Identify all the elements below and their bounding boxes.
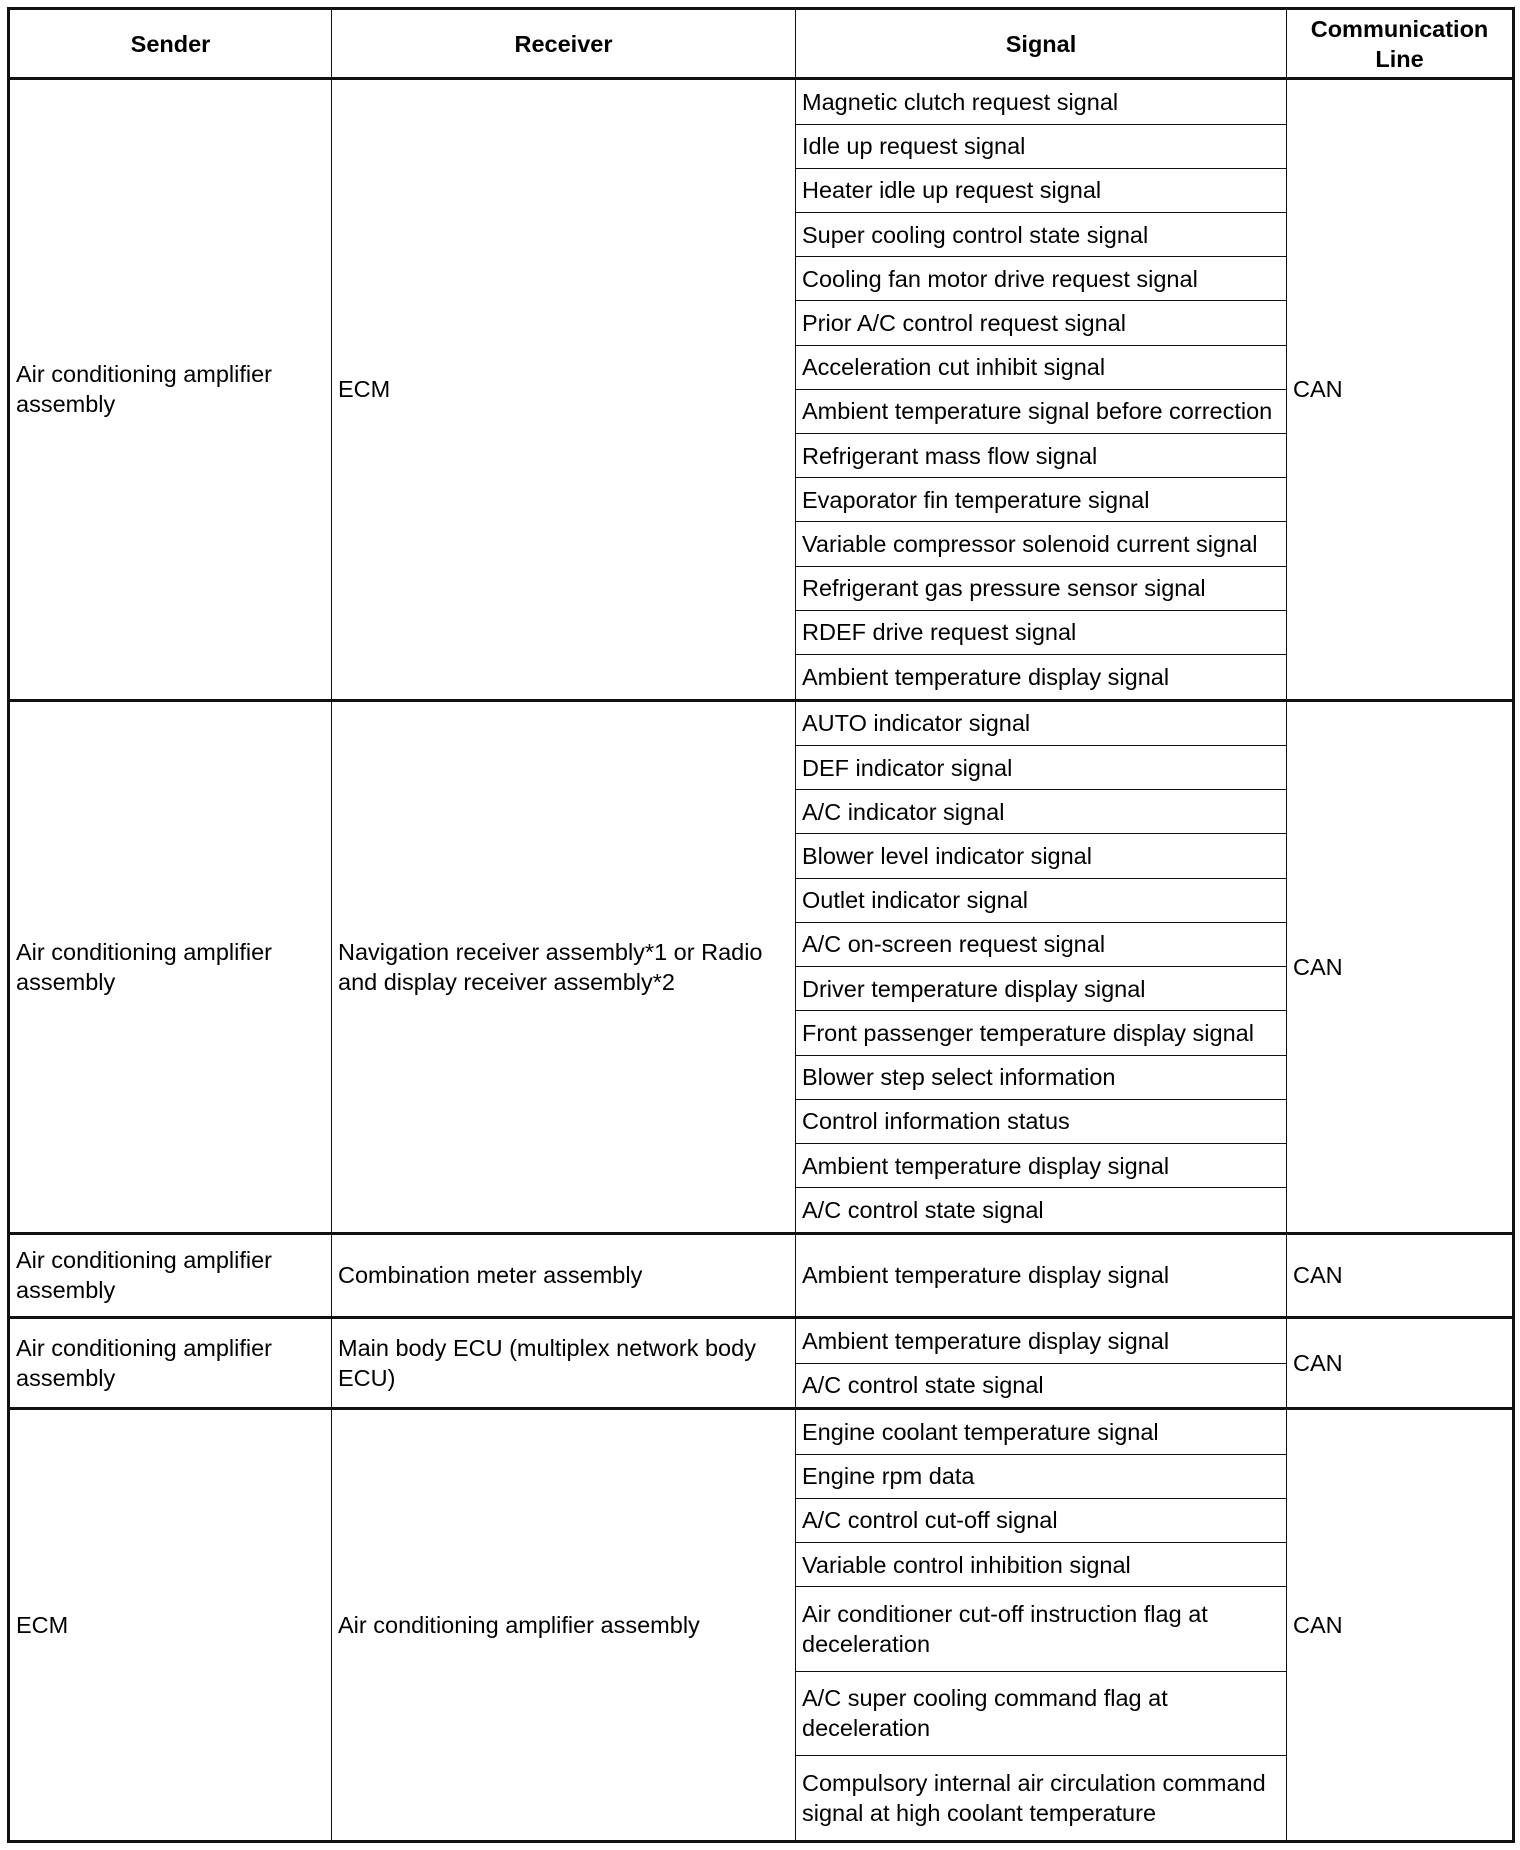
signal-cell: Ambient temperature signal before correction <box>796 389 1287 433</box>
signal-cell: Super cooling control state signal <box>796 212 1287 256</box>
sender-cell: Air conditioning amplifier assembly <box>9 1318 332 1409</box>
signal-cell: Evaporator fin temperature signal <box>796 478 1287 522</box>
signal-cell: Acceleration cut inhibit signal <box>796 345 1287 389</box>
receiver-cell: Air conditioning amplifier assembly <box>332 1409 796 1842</box>
sender-cell: Air conditioning amplifier assembly <box>9 700 332 1233</box>
signal-cell: A/C super cooling command flag at deceleration <box>796 1671 1287 1755</box>
communication-line-cell: CAN <box>1287 700 1514 1233</box>
signal-cell: Variable control inhibition signal <box>796 1543 1287 1587</box>
receiver-cell: Main body ECU (multiplex network body ECU) <box>332 1318 796 1409</box>
signal-cell: Front passenger temperature display signal <box>796 1011 1287 1055</box>
communication-line-cell: CAN <box>1287 1318 1514 1409</box>
sender-cell: Air conditioning amplifier assembly <box>9 79 332 701</box>
signal-cell: Heater idle up request signal <box>796 168 1287 212</box>
header-sender: Sender <box>9 9 332 79</box>
header-communication-line: Communication Line <box>1287 9 1514 79</box>
signal-cell: Ambient temperature display signal <box>796 1143 1287 1187</box>
communication-line-cell: CAN <box>1287 79 1514 701</box>
signal-cell: Compulsory internal air circulation command signal at high coolant temperature <box>796 1756 1287 1842</box>
signal-cell: Ambient temperature display signal <box>796 1318 1287 1364</box>
sender-cell: ECM <box>9 1409 332 1842</box>
signal-cell: A/C control state signal <box>796 1188 1287 1234</box>
signal-cell: A/C indicator signal <box>796 790 1287 834</box>
signal-cell: A/C control cut-off signal <box>796 1498 1287 1542</box>
communication-line-cell: CAN <box>1287 1233 1514 1317</box>
signal-cell: Idle up request signal <box>796 124 1287 168</box>
receiver-cell: ECM <box>332 79 796 701</box>
table-row <box>9 1233 1514 1317</box>
signal-cell: Ambient temperature display signal <box>796 1233 1287 1317</box>
signal-cell: A/C control state signal <box>796 1363 1287 1409</box>
signal-cell: AUTO indicator signal <box>796 700 1287 746</box>
signal-cell: Outlet indicator signal <box>796 878 1287 922</box>
header-row <box>9 9 1514 79</box>
receiver-cell: Navigation receiver assembly*1 or Radio and display receiver assembly*2 <box>332 700 796 1233</box>
header-signal: Signal <box>796 9 1287 79</box>
signal-cell: Engine rpm data <box>796 1454 1287 1498</box>
signal-cell: Engine coolant temperature signal <box>796 1409 1287 1455</box>
signal-cell: Ambient temperature display signal <box>796 654 1287 700</box>
signal-cell: Blower step select information <box>796 1055 1287 1099</box>
signal-cell: Control information status <box>796 1099 1287 1143</box>
sender-cell: Air conditioning amplifier assembly <box>9 1233 332 1317</box>
table-row <box>9 1318 1514 1364</box>
table-row <box>9 79 1514 125</box>
signal-cell: RDEF drive request signal <box>796 610 1287 654</box>
signal-cell: A/C on-screen request signal <box>796 922 1287 966</box>
signal-cell: Cooling fan motor drive request signal <box>796 257 1287 301</box>
table-row <box>9 1409 1514 1455</box>
signal-cell: Refrigerant mass flow signal <box>796 433 1287 477</box>
communication-line-cell: CAN <box>1287 1409 1514 1842</box>
signal-cell: Variable compressor solenoid current signal <box>796 522 1287 566</box>
signal-cell: Magnetic clutch request signal <box>796 79 1287 125</box>
table-row <box>9 700 1514 746</box>
signal-cell: Air conditioner cut-off instruction flag at deceleration <box>796 1587 1287 1671</box>
signal-table <box>7 7 1515 1843</box>
signal-cell: DEF indicator signal <box>796 746 1287 790</box>
signal-cell: Driver temperature display signal <box>796 967 1287 1011</box>
signal-cell: Blower level indicator signal <box>796 834 1287 878</box>
header-receiver: Receiver <box>332 9 796 79</box>
receiver-cell: Combination meter assembly <box>332 1233 796 1317</box>
signal-cell: Refrigerant gas pressure sensor signal <box>796 566 1287 610</box>
signal-cell: Prior A/C control request signal <box>796 301 1287 345</box>
